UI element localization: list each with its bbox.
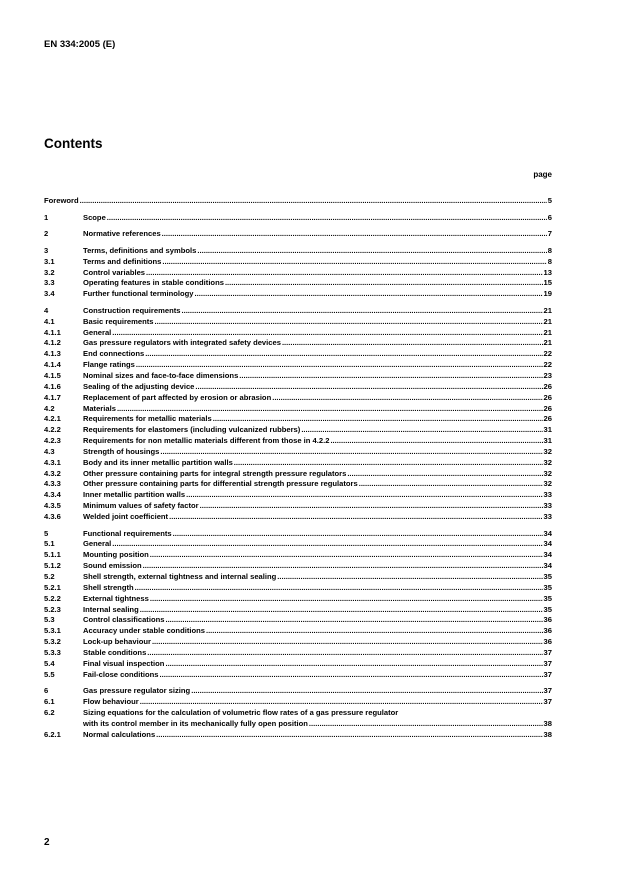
toc-entry[interactable]: [44, 447, 552, 458]
toc-entry-title: Control variables: [83, 267, 146, 277]
toc-dot-leader: [143, 561, 543, 572]
toc-entry-page: 8: [547, 256, 552, 266]
toc-dot-leader: [112, 539, 542, 550]
toc-entry-title: Final visual inspection: [83, 658, 165, 668]
toc-entry-page: 21: [543, 327, 552, 337]
toc-entry-page: 32: [543, 468, 552, 478]
toc-entry-page: 34: [543, 550, 552, 560]
toc-entry-number: 4.3.4: [44, 490, 61, 500]
toc-entry-title: Flow behaviour: [83, 697, 139, 707]
toc-entry-number: 4.1.2: [44, 338, 61, 348]
toc-entry-number: 6.2.1: [44, 729, 61, 739]
toc-entry-title: Replacement of part affected by erosion or abrasion: [83, 392, 272, 402]
toc-entry-page: 38: [543, 729, 552, 739]
toc-entry[interactable]: [44, 213, 552, 224]
toc-entry-number: 5.2.2: [44, 593, 61, 603]
toc-entry[interactable]: [44, 458, 552, 469]
toc-entry[interactable]: [44, 501, 552, 512]
toc-entry-number: 5.3: [44, 615, 55, 625]
toc-entry[interactable]: [44, 393, 552, 404]
toc-dot-leader: [154, 317, 542, 328]
toc-dot-leader: [145, 349, 542, 360]
toc-entry-number: 4.3.6: [44, 511, 61, 521]
toc-entry-title: Nominal sizes and face-to-face dimensions: [83, 371, 239, 380]
toc-entry-page: 35: [543, 571, 552, 581]
toc-dot-leader: [206, 626, 543, 637]
toc-dot-leader: [140, 697, 543, 708]
toc-entry-page: 26: [543, 381, 552, 391]
toc-entry-number: 5.2.1: [44, 582, 61, 592]
toc-dot-leader: [234, 458, 543, 469]
toc-entry[interactable]: [44, 338, 552, 349]
toc-entry-title: Fail-close conditions: [83, 669, 159, 679]
toc-entry-number: 4.3.1: [44, 457, 61, 467]
toc-entry[interactable]: [44, 278, 552, 289]
toc-dot-leader: [150, 550, 543, 561]
toc-entry-page: 38: [543, 718, 552, 728]
toc-entry[interactable]: [44, 436, 552, 447]
toc-entry-number: 4.2.2: [44, 425, 61, 435]
toc-entry[interactable]: [44, 648, 552, 659]
toc-entry[interactable]: [44, 670, 552, 681]
toc-dot-leader: [162, 257, 546, 268]
toc-entry-number: 5: [44, 528, 49, 538]
toc-entry-title: Normative references: [83, 229, 161, 239]
toc-dot-leader: [239, 371, 542, 382]
toc-entry[interactable]: [44, 425, 552, 436]
toc-entry-title: Strength of housings: [83, 446, 160, 456]
toc-entry-page: 34: [543, 539, 552, 549]
toc-entry-title: End connections: [83, 349, 145, 359]
toc-entry-page: 21: [543, 305, 552, 315]
toc-entry[interactable]: [44, 615, 552, 626]
toc-entry-page: 35: [543, 604, 552, 614]
document-id: EN 334:2005 (E): [44, 39, 116, 50]
toc-dot-leader: [301, 425, 542, 436]
toc-entry-number: 4.2: [44, 403, 55, 413]
contents-heading: Contents: [44, 136, 103, 151]
toc-entry[interactable]: [44, 469, 552, 480]
toc-entry-page: 35: [543, 582, 552, 592]
toc-entry-title: Other pressure containing parts for differential strength pressure regulators: [83, 479, 358, 489]
toc-dot-leader: [181, 306, 542, 317]
toc-entry-page: 26: [543, 392, 552, 402]
toc-entry[interactable]: [44, 414, 552, 425]
toc-entry[interactable]: [44, 697, 552, 708]
toc-dot-leader: [107, 213, 547, 224]
toc-entry-page: 33: [543, 501, 552, 511]
toc-entry-page: 22: [543, 349, 552, 359]
toc-entry[interactable]: [44, 659, 552, 670]
toc-entry-page: 26: [543, 403, 552, 413]
toc-dot-leader: [197, 246, 546, 257]
toc-dot-leader: [191, 686, 542, 697]
toc-entry[interactable]: [44, 306, 552, 317]
toc-entry[interactable]: [44, 561, 552, 572]
toc-entry-page: 37: [543, 658, 552, 668]
toc-entry-title: Requirements for non metallic materials different from those in 4.2.2: [83, 436, 330, 446]
toc-entry-page: 35: [543, 593, 552, 603]
toc-entry-title: Construction requirements: [83, 305, 181, 315]
toc-entry-page: 33: [543, 490, 552, 500]
toc-entry-page: 36: [543, 615, 552, 625]
toc-entry-title: General: [83, 327, 112, 337]
toc-entry-number: 2: [44, 229, 49, 239]
toc-dot-leader: [140, 605, 543, 616]
toc-entry-number: 4.3: [44, 446, 55, 456]
toc-entry-number: 4.3.2: [44, 468, 61, 478]
toc-entry-page: 37: [543, 647, 552, 657]
toc-dot-leader: [272, 393, 542, 404]
toc-entry-page: 32: [543, 479, 552, 489]
toc-entry[interactable]: [44, 686, 552, 697]
toc-entry-title: Other pressure containing parts for integral strength pressure regulators: [83, 468, 347, 478]
toc-dot-leader: [147, 648, 542, 659]
toc-entry-title: Normal calculations: [83, 729, 156, 739]
toc-entry[interactable]: [44, 196, 552, 207]
toc-entry-page: 37: [543, 686, 552, 696]
toc-entry[interactable]: [44, 490, 552, 501]
toc-entry[interactable]: [44, 371, 552, 382]
toc-entry-title: Terms and definitions: [83, 256, 162, 266]
toc-entry-number: 4.1.3: [44, 349, 61, 359]
toc-entry-page: 36: [543, 637, 552, 647]
toc-dot-leader: [200, 501, 543, 512]
toc-dot-leader: [146, 268, 543, 279]
toc-entry-page: 22: [543, 360, 552, 370]
toc-entry-title: Inner metallic partition walls: [83, 490, 186, 500]
toc-entry[interactable]: [44, 229, 552, 240]
toc-dot-leader: [277, 572, 542, 583]
toc-entry[interactable]: [44, 404, 552, 415]
page-column-label: page: [533, 170, 552, 179]
toc-entry-page: 21: [543, 316, 552, 326]
toc-dot-leader: [160, 670, 543, 681]
table-of-contents: [44, 196, 552, 740]
toc-entry-number: 1: [44, 212, 49, 222]
toc-entry-title: External tightness: [83, 593, 149, 603]
toc-dot-leader: [80, 196, 547, 207]
toc-entry-title: Control classifications: [83, 615, 165, 625]
toc-entry[interactable]: [44, 572, 552, 583]
toc-entry-number: 3: [44, 245, 49, 255]
toc-entry[interactable]: [44, 349, 552, 360]
toc-dot-leader: [347, 469, 542, 480]
toc-entry[interactable]: [44, 317, 552, 328]
toc-entry-title: Lock-up behaviour: [83, 637, 151, 647]
toc-dot-leader: [186, 490, 542, 501]
toc-entry-number: 4.1: [44, 316, 55, 326]
toc-dot-leader: [112, 328, 542, 339]
toc-entry-number: 6.2: [44, 707, 55, 717]
toc-entry-title: Gas pressure regulators with integrated safety devices: [83, 338, 281, 348]
toc-entry-number: 3.4: [44, 289, 55, 299]
toc-entry-number: 4.3.3: [44, 479, 61, 489]
toc-entry-title: Sound emission: [83, 561, 142, 571]
toc-entry-number: 5.3.3: [44, 647, 61, 657]
toc-entry-number: 4.2.1: [44, 414, 61, 424]
toc-entry[interactable]: [44, 529, 552, 540]
toc-entry[interactable]: [44, 328, 552, 339]
toc-entry-title: Body and its inner metallic partition walls: [83, 457, 233, 467]
toc-entry-number: 5.3.1: [44, 626, 61, 636]
toc-entry-number: 5.1.1: [44, 550, 61, 560]
toc-entry-title: Terms, definitions and symbols: [83, 245, 197, 255]
toc-entry-title: Flange ratings: [83, 360, 135, 370]
page-number: 2: [44, 837, 50, 848]
toc-entry[interactable]: [44, 512, 552, 523]
toc-entry-title: Minimum values of safety factor: [83, 501, 199, 511]
toc-entry[interactable]: [44, 268, 552, 279]
toc-entry-number: 4.3.5: [44, 501, 61, 511]
toc-entry-number: 5.5: [44, 669, 55, 679]
toc-dot-leader: [195, 382, 542, 393]
toc-dot-leader: [330, 436, 542, 447]
toc-entry[interactable]: [44, 594, 552, 605]
toc-entry-number: 4.1.5: [44, 371, 61, 380]
toc-entry[interactable]: [44, 730, 552, 741]
toc-entry[interactable]: [44, 550, 552, 561]
toc-entry-title: Functional requirements: [83, 528, 172, 538]
toc-dot-leader: [165, 659, 542, 670]
toc-entry-page: 37: [543, 669, 552, 679]
toc-entry-number: 5.2.3: [44, 604, 61, 614]
toc-dot-leader: [165, 615, 542, 626]
toc-entry[interactable]: [44, 382, 552, 393]
toc-entry-title: Materials: [83, 403, 116, 413]
toc-entry[interactable]: [44, 289, 552, 300]
toc-entry-title: Mounting position: [83, 550, 149, 560]
toc-entry-title: Scope: [83, 212, 106, 222]
toc-entry-page: 37: [543, 697, 552, 707]
toc-dot-leader: [160, 447, 542, 458]
toc-entry[interactable]: [44, 605, 552, 616]
toc-entry-number: 5.1: [44, 539, 55, 549]
toc-entry-page: 32: [543, 457, 552, 467]
toc-entry-page: 31: [543, 425, 552, 435]
toc-entry-page: 5: [547, 196, 552, 205]
toc-entry-number: 4.2.3: [44, 436, 61, 446]
toc-dot-leader: [152, 637, 543, 648]
toc-entry[interactable]: [44, 708, 552, 719]
toc-entry-page: 26: [543, 414, 552, 424]
toc-entry-number: 3.1: [44, 256, 55, 266]
toc-entry-title: Stable conditions: [83, 647, 147, 657]
toc-dot-leader: [136, 360, 543, 371]
toc-entry-page: 32: [543, 446, 552, 456]
toc-entry-title: Sizing equations for the calculation of volumetric flow rates of a gas pressure regulator: [83, 707, 399, 717]
toc-entry-title: General: [83, 539, 112, 549]
toc-entry-page: 33: [543, 511, 552, 521]
toc-entry-page: 34: [543, 561, 552, 571]
toc-entry-page: 34: [543, 528, 552, 538]
toc-entry-number: 3.2: [44, 267, 55, 277]
toc-entry-title: Internal sealing: [83, 604, 139, 614]
toc-entry-number: 4.1.1: [44, 327, 61, 337]
toc-dot-leader: [359, 479, 543, 490]
toc-dot-leader: [173, 529, 543, 540]
toc-entry-number: 4.1.7: [44, 392, 61, 402]
toc-entry-number: 6: [44, 686, 49, 696]
toc-entry-number: 4: [44, 305, 49, 315]
toc-entry-page: 36: [543, 626, 552, 636]
toc-entry-number: 5.3.2: [44, 637, 61, 647]
toc-entry-page: 23: [543, 371, 552, 380]
toc-entry-page: 31: [543, 436, 552, 446]
toc-entry-number: 4.1.6: [44, 381, 61, 391]
toc-entry-page: 19: [543, 289, 552, 299]
toc-entry-page: 13: [543, 267, 552, 277]
toc-entry[interactable]: [44, 246, 552, 257]
toc-dot-leader: [195, 289, 543, 300]
toc-entry-title: Operating features in stable conditions: [83, 278, 224, 288]
toc-entry[interactable]: [44, 626, 552, 637]
toc-dot-leader: [213, 414, 543, 425]
toc-entry[interactable]: [44, 539, 552, 550]
toc-dot-leader: [117, 404, 543, 415]
toc-entry[interactable]: [44, 637, 552, 648]
toc-entry-page: 21: [543, 338, 552, 348]
toc-dot-leader: [150, 594, 543, 605]
toc-entry[interactable]: [44, 479, 552, 490]
toc-entry-title: Basic requirements: [83, 316, 154, 326]
toc-entry-page: 8: [547, 245, 552, 255]
toc-entry-number: 5.2: [44, 571, 55, 581]
toc-entry-title-continued: with its control member in its mechanically fully open position: [83, 718, 308, 728]
toc-dot-leader: [225, 278, 543, 289]
toc-entry-title: Further functional terminology: [83, 289, 194, 299]
toc-entry-title: Accuracy under stable conditions: [83, 626, 205, 636]
toc-entry-title: Requirements for elastomers (including vulcanized rubbers): [83, 425, 301, 435]
toc-entry-title: Foreword: [44, 196, 79, 205]
toc-entry-page: 15: [543, 278, 552, 288]
toc-entry-title: Gas pressure regulator sizing: [83, 686, 191, 696]
toc-dot-leader: [309, 719, 543, 730]
toc-entry-number: 3.3: [44, 278, 55, 288]
toc-entry-title: Shell strength, external tightness and internal sealing: [83, 571, 277, 581]
toc-dot-leader: [162, 229, 547, 240]
toc-entry-page: 7: [547, 229, 552, 239]
toc-entry-page: 6: [547, 212, 552, 222]
toc-entry-number: 4.1.4: [44, 360, 61, 370]
toc-dot-leader: [135, 583, 543, 594]
toc-entry[interactable]: [44, 257, 552, 268]
toc-entry-number: 6.1: [44, 697, 55, 707]
toc-entry-title: Welded joint coefficient: [83, 511, 169, 521]
toc-entry-number: 5.1.2: [44, 561, 61, 571]
toc-entry-title: Sealing of the adjusting device: [83, 381, 195, 391]
toc-entry-continuation[interactable]: [44, 719, 552, 730]
toc-entry-title: Requirements for metallic materials: [83, 414, 212, 424]
toc-dot-leader: [282, 338, 543, 349]
toc-entry[interactable]: [44, 583, 552, 594]
toc-dot-leader: [169, 512, 542, 523]
toc-dot-leader: [156, 730, 542, 741]
toc-entry[interactable]: [44, 360, 552, 371]
toc-entry-title: Shell strength: [83, 582, 134, 592]
toc-entry-number: 5.4: [44, 658, 55, 668]
